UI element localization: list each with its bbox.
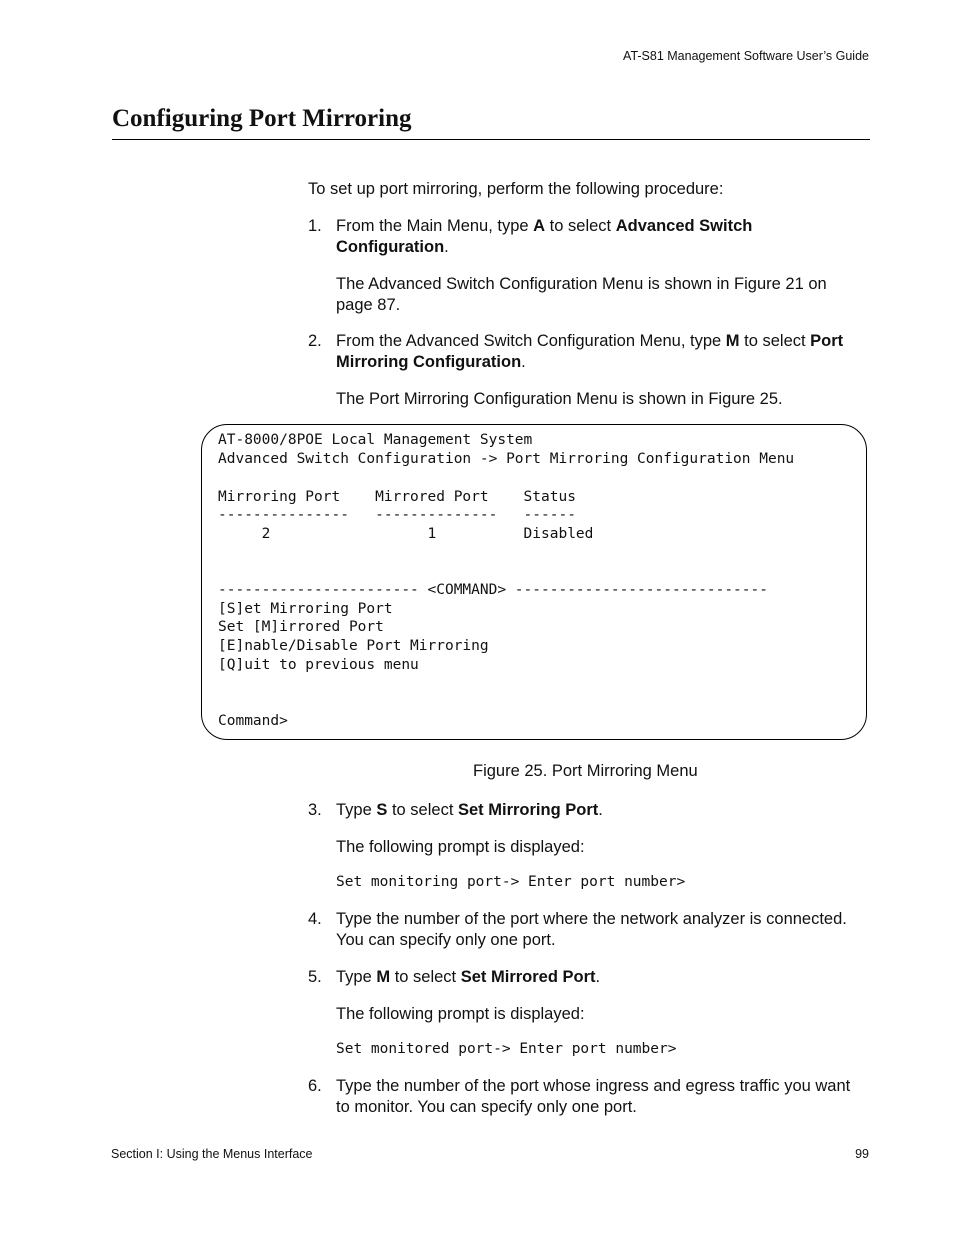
step-2-note: The Port Mirroring Configuration Menu is shown in Figure 25. bbox=[336, 390, 783, 408]
step-number: 5. bbox=[308, 968, 322, 986]
step-4 bbox=[308, 909, 873, 950]
step-5-note: The following prompt is displayed: bbox=[336, 1005, 585, 1023]
step-text: Type bbox=[336, 968, 377, 986]
step-text: From the Advanced Switch Configuration Menu, type bbox=[336, 332, 726, 350]
step-2 bbox=[308, 331, 873, 372]
note-text: page 87. bbox=[336, 295, 401, 314]
terminal-breadcrumb: Advanced Switch Configuration -> Port Mirroring Configuration Menu bbox=[218, 451, 795, 467]
key-letter: M bbox=[376, 968, 391, 986]
step-1 bbox=[308, 216, 873, 257]
footer-section: Section I: Using the Menus Interface bbox=[111, 1147, 313, 1161]
page-number: 99 bbox=[855, 1147, 869, 1161]
step-number: 4. bbox=[308, 910, 322, 928]
step-text: to select bbox=[739, 332, 811, 350]
key-letter: S bbox=[376, 801, 388, 819]
menu-name: Port bbox=[810, 332, 844, 350]
step-number: 2. bbox=[308, 332, 322, 350]
menu-name: Configuration bbox=[336, 237, 445, 256]
step-3 bbox=[308, 800, 873, 821]
step-text: to select bbox=[545, 217, 616, 235]
command-prompt: Command> bbox=[218, 713, 288, 729]
step-3-prompt: Set monitoring port-> Enter port number> bbox=[336, 874, 686, 890]
note-text: The Advanced Switch Configuration Menu is shown in Figure 21 on bbox=[336, 275, 827, 293]
menu-name: Advanced Switch bbox=[615, 217, 753, 235]
step-text: to select bbox=[390, 968, 461, 986]
step-text: Type the number of the port whose ingress and egress traffic you want bbox=[336, 1077, 851, 1095]
step-6 bbox=[308, 1076, 873, 1117]
menu-name: Set Mirrored Port bbox=[460, 968, 596, 986]
step-5 bbox=[308, 967, 873, 988]
step-number: 1. bbox=[308, 217, 322, 235]
step-text: . bbox=[595, 968, 601, 986]
menu-name: Mirroring Configuration bbox=[336, 352, 522, 371]
step-1-note bbox=[336, 274, 876, 315]
figure-caption: Figure 25. Port Mirroring Menu bbox=[473, 762, 698, 780]
step-text: . bbox=[521, 352, 526, 371]
menu-item-quit: [Q]uit to previous menu bbox=[218, 657, 419, 673]
step-text: to select bbox=[387, 801, 458, 819]
menu-item-set-mirrored-port: Set [M]irrored Port bbox=[218, 619, 384, 635]
step-number: 6. bbox=[308, 1077, 322, 1095]
step-text: From the Main Menu, type bbox=[336, 217, 534, 235]
menu-name: Set Mirroring Port bbox=[458, 801, 599, 819]
terminal-system-line: AT-8000/8POE Local Management System bbox=[218, 432, 533, 448]
running-header: AT-S81 Management Software User’s Guide bbox=[623, 49, 869, 63]
terminal-values: 2 1 Disabled bbox=[218, 526, 594, 542]
terminal-column-headers: Mirroring Port Mirrored Port Status bbox=[218, 489, 576, 505]
step-text: Type bbox=[336, 801, 377, 819]
menu-item-enable-disable: [E]nable/Disable Port Mirroring bbox=[218, 638, 489, 654]
step-text: Type the number of the port where the network analyzer is connected. bbox=[336, 910, 847, 928]
terminal-command-separator: ----------------------- <COMMAND> ----------------------------- bbox=[218, 582, 768, 598]
step-5-prompt: Set monitored port-> Enter port number> bbox=[336, 1041, 677, 1057]
terminal-dashes: --------------- -------------- ------ bbox=[218, 507, 576, 523]
step-text: to monitor. You can specify only one port. bbox=[336, 1097, 637, 1116]
step-text: . bbox=[444, 237, 449, 256]
step-3-note: The following prompt is displayed: bbox=[336, 838, 585, 856]
intro-text: To set up port mirroring, perform the following procedure: bbox=[308, 180, 724, 198]
step-number: 3. bbox=[308, 801, 322, 819]
key-letter: A bbox=[533, 217, 546, 235]
step-text: . bbox=[598, 801, 603, 819]
title-rule bbox=[112, 139, 870, 140]
section-title: Configuring Port Mirroring bbox=[112, 105, 412, 132]
menu-item-set-mirroring-port: [S]et Mirroring Port bbox=[218, 601, 393, 617]
step-text: You can specify only one port. bbox=[336, 930, 556, 949]
key-letter: M bbox=[725, 332, 740, 350]
